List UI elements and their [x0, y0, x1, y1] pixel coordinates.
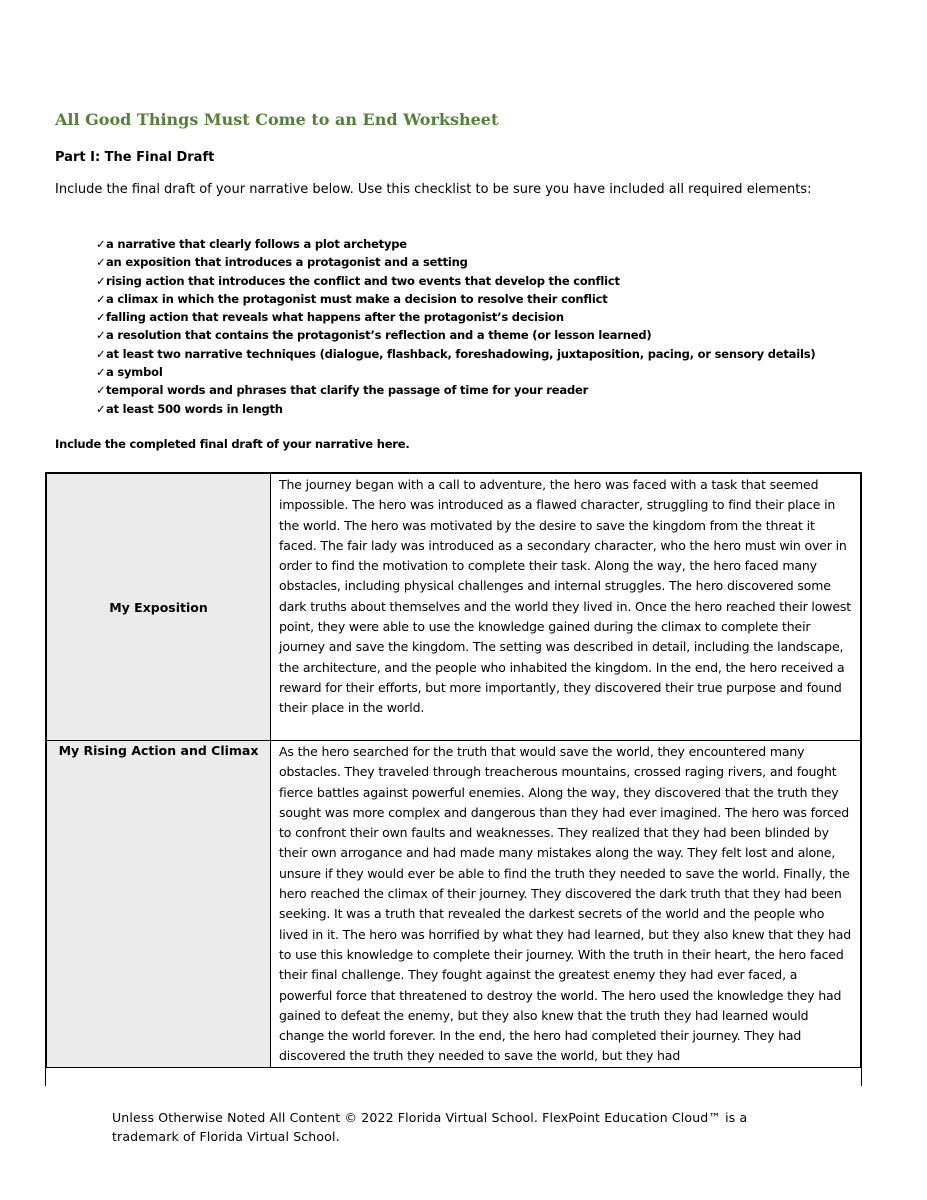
- checklist-item: [96, 235, 815, 253]
- checklist-item-text: a symbol: [106, 365, 163, 380]
- checklist-item: [96, 400, 815, 418]
- exposition-text: The journey began with a call to adventure, the hero was faced with a task that seemed impossible. The hero was introduced as a flawed character, struggling to find their place in the world. The hero was motivated by the desire to save the kingdom from the threat it faced. The fair lady was introduced as a secondary character, who the hero must win over in order to find the motivation to complete their task. Along the way, the hero faced many obstacles, including physical challenges and internal struggles. The hero discovered some dark truths about themselves and the world they lived in. Once the hero reached their lowest point, they were able to use the knowledge gained during the climax to complete their journey and save the kingdom. The setting was described in detail, including the landscape, the architecture, and the people who inhabited the kingdom. In the end, the hero received a reward for their efforts, but more importantly, they discovered their true purpose and found their place in the world.: [271, 474, 861, 741]
- row-label-exposition: My Exposition: [47, 474, 271, 741]
- checkmark-icon: ✓: [96, 255, 106, 270]
- checklist-item: [96, 363, 815, 381]
- intro-paragraph: Include the final draft of your narrative below. Use this checklist to be sure you have included all required elements:: [55, 182, 812, 197]
- checkmark-icon: ✓: [96, 273, 106, 288]
- checkmark-icon: ✓: [96, 328, 106, 343]
- checkmark-icon: ✓: [96, 237, 106, 251]
- requirements-checklist: [96, 235, 815, 418]
- part-heading: Part I: The Final Draft: [55, 150, 215, 165]
- row-label-rising-action-climax: My Rising Action and Climax: [47, 741, 271, 1068]
- narrative-table: [46, 473, 861, 1068]
- copyright-footer: Unless Otherwise Noted All Content © 2022 Florida Virtual School. FlexPoint Education Cloud™ is a trademark of Florida Virtual School.: [112, 1110, 748, 1144]
- checkmark-icon: ✓: [96, 346, 106, 361]
- checklist-item-text: at least two narrative techniques (dialogue, flashback, foreshadowing, juxtaposition, pacing, or sensory details): [106, 346, 816, 361]
- checklist-item: [96, 345, 815, 363]
- checkmark-icon: ✓: [96, 291, 106, 306]
- checklist-item-text: an exposition that introduces a protagonist and a setting: [106, 255, 468, 270]
- checklist-item: [96, 326, 815, 344]
- checklist-item: [96, 253, 815, 271]
- narrative-table-container: [45, 472, 862, 1086]
- checkmark-icon: ✓: [96, 401, 106, 416]
- checkmark-icon: ✓: [96, 365, 106, 380]
- final-draft-label: Include the completed final draft of your narrative here.: [55, 437, 410, 451]
- rising-action-climax-text: As the hero searched for the truth that would save the world, they encountered many obstacles. They traveled through treacherous mountains, crossed raging rivers, and fought fierce battles against powerful enemies. Along the way, they discovered that the truth they sought was more complex and dangerous than they had ever imagined. The hero was forced to confront their own faults and weaknesses. They realized that they had been blinded by their own arrogance and had made many mistakes along the way. They felt lost and alone, unsure if they would ever be able to find the truth they needed to save the world. Finally, the hero reached the climax of their journey. They discovered the dark truth that they had been seeking. It was a truth that revealed the darkest secrets of the world and the people who lived in it. The hero was horrified by what they had learned, but they also knew that they had to use this knowledge to complete their journey. With the truth in their heart, the hero faced their final challenge. They fought against the greatest enemy they had ever faced, a powerful force that threatened to destroy the world. The hero used the knowledge they had gained to defeat the enemy, but they also knew that the truth they had learned would change the world forever. In the end, the hero had completed their journey. They had discovered the truth they needed to save the world, but they had: [271, 741, 861, 1068]
- table-row: [47, 474, 861, 741]
- table-row: [47, 741, 861, 1068]
- worksheet-title: All Good Things Must Come to an End Worksheet: [55, 110, 499, 129]
- checklist-item-text: temporal words and phrases that clarify the passage of time for your reader: [106, 383, 589, 398]
- checkmark-icon: ✓: [96, 310, 106, 325]
- checklist-item-text: falling action that reveals what happens after the protagonist’s decision: [106, 310, 564, 325]
- checklist-item: [96, 272, 815, 290]
- checklist-item: [96, 308, 815, 326]
- checklist-item: [96, 290, 815, 308]
- checklist-item: [96, 381, 815, 399]
- checklist-item-text: a resolution that contains the protagonist’s reflection and a theme (or lesson learned): [106, 328, 652, 343]
- checklist-item-text: a narrative that clearly follows a plot archetype: [106, 237, 407, 251]
- checkmark-icon: ✓: [96, 383, 106, 398]
- checklist-item-text: at least 500 words in length: [106, 401, 283, 416]
- checklist-item-text: rising action that introduces the conflict and two events that develop the conflict: [106, 273, 620, 288]
- checklist-item-text: a climax in which the protagonist must make a decision to resolve their conflict: [106, 291, 608, 306]
